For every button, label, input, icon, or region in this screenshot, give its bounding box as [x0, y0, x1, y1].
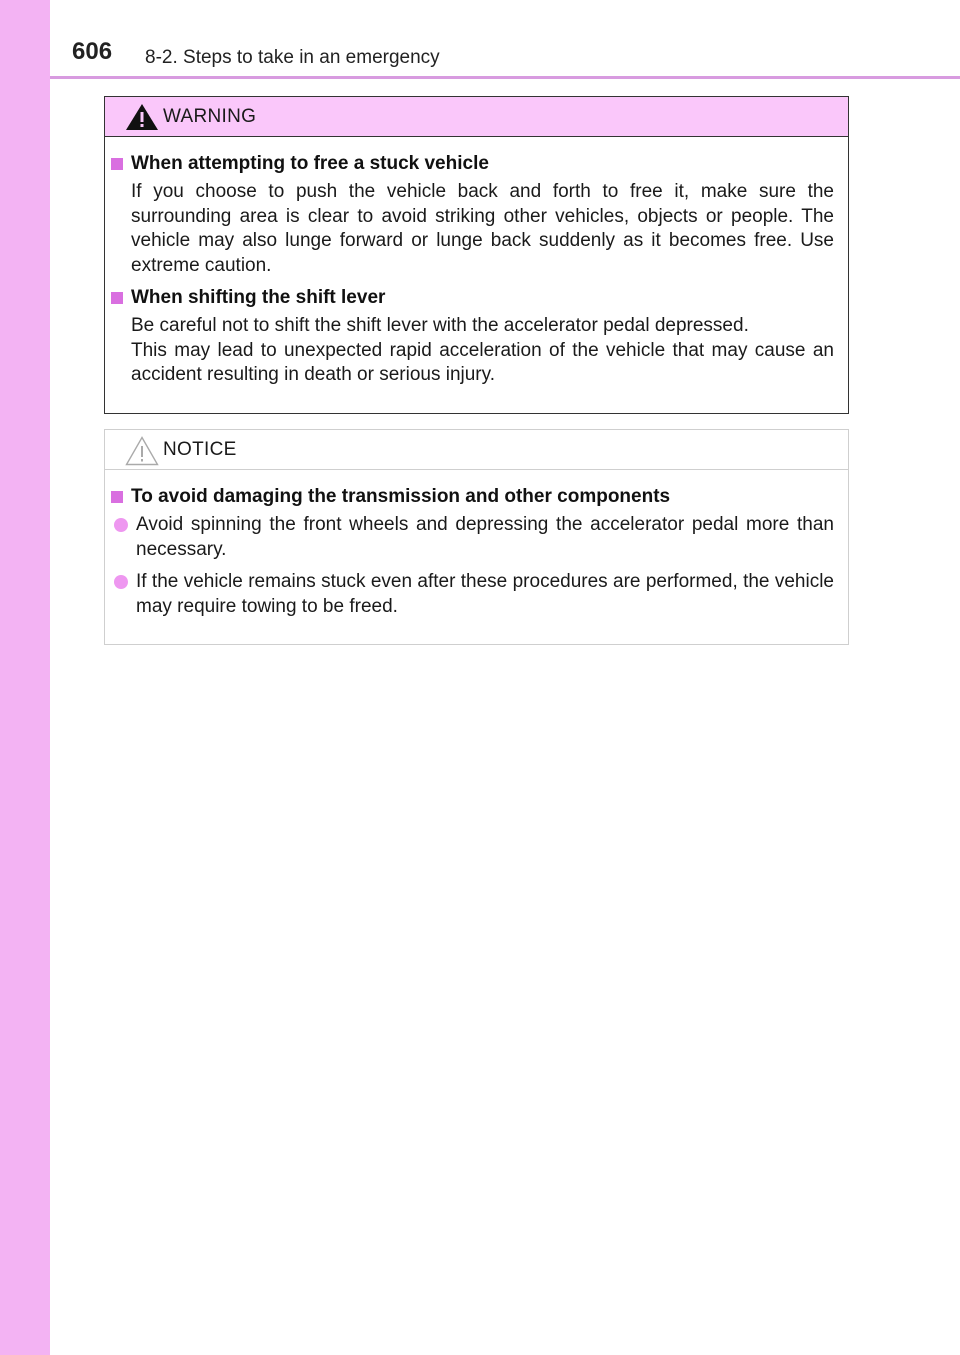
warning-paragraph: This may lead to unexpected rapid acceleration of the vehicle that may cause an accident resulting in death or serious injury.	[131, 339, 834, 385]
notice-bullet-item: If the vehicle remains stuck even after these procedures are performed, the vehicle may require towing to be freed.	[114, 570, 834, 619]
notice-bullet-item: Avoid spinning the front wheels and depressing the accelerator pedal more than necessary.	[114, 513, 834, 562]
section-title: 8-2. Steps to take in an emergency	[145, 47, 440, 68]
warning-header	[105, 97, 848, 137]
warning-body	[105, 137, 848, 388]
notice-header	[105, 430, 848, 470]
circle-bullet-icon	[114, 518, 128, 532]
notice-item-heading: To avoid damaging the transmission and other components	[111, 486, 834, 508]
notice-title: NOTICE	[163, 438, 237, 460]
circle-bullet-icon	[114, 575, 128, 589]
notice-box	[104, 429, 849, 645]
caution-triangle-outline-icon	[125, 436, 159, 466]
warning-triangle-icon	[125, 103, 159, 131]
side-color-strip	[0, 0, 50, 1355]
square-bullet-icon	[111, 491, 123, 503]
warning-item-heading: When attempting to free a stuck vehicle	[111, 153, 834, 175]
notice-body	[105, 470, 848, 619]
page-number: 606	[72, 38, 113, 65]
header-rule	[50, 76, 960, 79]
warning-paragraph: Be careful not to shift the shift lever with the accelerator pedal depressed.	[131, 315, 749, 336]
square-bullet-icon	[111, 158, 123, 170]
warning-paragraph: If you choose to push the vehicle back and forth to free it, make sure the surrounding area is clear to avoid striking other vehicles, objects or people. The vehicle may also lunge forward or lunge back suddenly as it becomes free. Use extreme caution.	[131, 181, 834, 276]
warning-title: WARNING	[163, 105, 257, 127]
warning-box	[104, 96, 849, 414]
square-bullet-icon	[111, 292, 123, 304]
warning-item-heading: When shifting the shift lever	[111, 287, 834, 309]
